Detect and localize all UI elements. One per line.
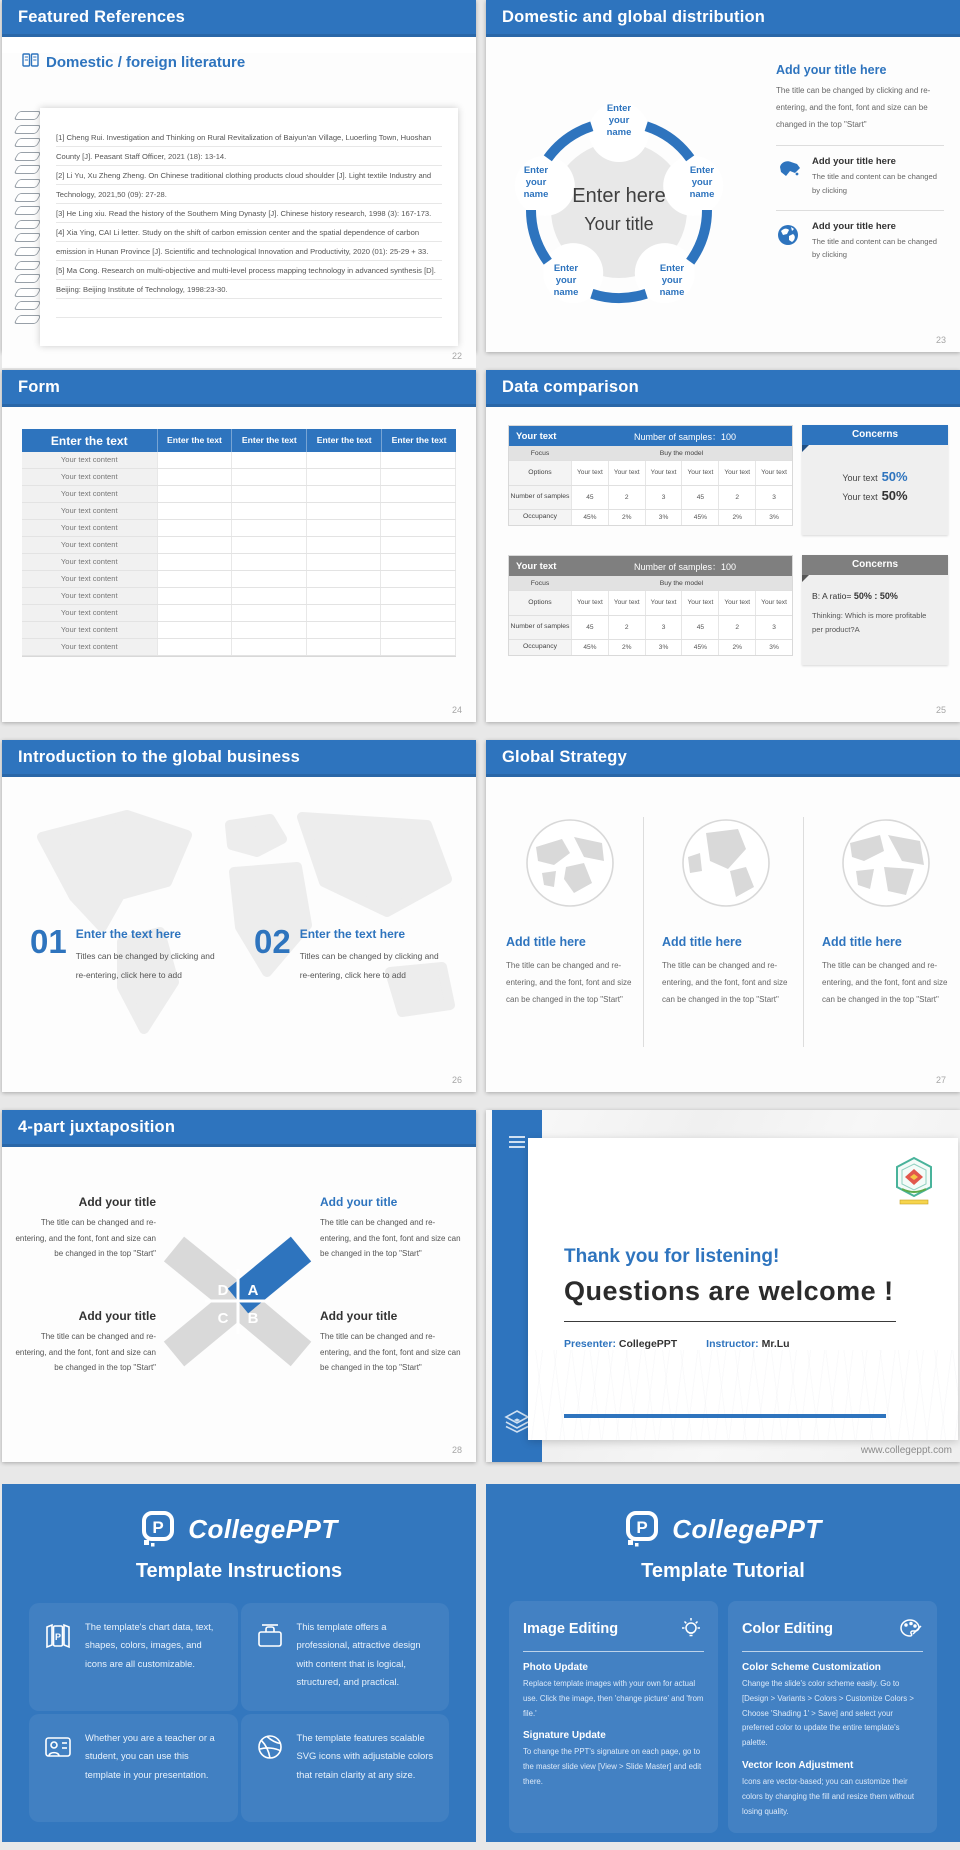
table-row: Your text content <box>22 469 456 486</box>
id-card-icon <box>43 1732 73 1762</box>
layers-icon <box>504 1409 530 1438</box>
column-heading: Add title here <box>662 935 742 949</box>
svg-text:P: P <box>54 1632 62 1642</box>
table-row: Your text content <box>22 452 456 469</box>
diagram-node-label: Enter your name <box>659 263 685 298</box>
thank-you-card <box>528 1138 958 1440</box>
slide-28-juxtaposition <box>2 1110 476 1462</box>
slide-26-global-business <box>2 740 476 1092</box>
table-row: Your text content <box>22 639 456 656</box>
collegeppt-logo-icon <box>140 1510 178 1548</box>
table-row: Your text content <box>22 486 456 503</box>
numbered-item <box>254 925 449 986</box>
quad-top-right: Add your title The title can be changed and re-entering, and the font, font and size can be changed in the top "Start" <box>320 1195 461 1259</box>
comparison-table-b: Your text Number of samples：100 Focus Buy the model Options Your text Your text Your text Your text Your text Your text Number of samples 45 2 3 45 2 3 Occupancy 45% 2% 3% 45% 2% 3% <box>508 555 793 656</box>
accent-underline <box>564 1414 886 1419</box>
instruction-card: Whether you are a teacher or a student, you can use this template in your presentation. <box>29 1714 238 1822</box>
china-map-icon <box>776 158 802 185</box>
globe-icon <box>680 817 772 909</box>
quad-top-left: Add your title The title can be changed and re-entering, and the font, font and size can be changed in the top "Start" <box>15 1195 156 1259</box>
divider <box>564 1321 896 1322</box>
svg-text:B: B <box>247 1310 259 1327</box>
table-row: Your text content <box>22 622 456 639</box>
page-number: 25 <box>935 705 946 715</box>
samples-header: Number of samples：100 <box>633 561 737 572</box>
presenter-line: Presenter: CollegePPT Instructor: Mr.Lu <box>564 1338 790 1350</box>
column-body: The title can be changed and re-entering, and the font, font and size can be changed in the top "Start" <box>506 961 632 1005</box>
collegeppt-logo-icon <box>624 1510 662 1548</box>
diagram-node-label: Enter your name <box>523 165 549 200</box>
quad-bottom-right: Add your title The title can be changed and re-entering, and the font, font and size can be changed in the top "Start" <box>320 1309 461 1373</box>
slide-title: Form <box>2 370 476 407</box>
page-number: 27 <box>935 1075 946 1085</box>
section-title: Domestic / foreign literature <box>46 54 246 71</box>
diagram-node-label: Enter your name <box>689 165 715 200</box>
item-body: The title and content can be changed by clicking <box>812 236 937 260</box>
slide-23-distribution <box>486 0 960 352</box>
quad-bottom-left: Add your title The title can be changed and re-entering, and the font, font and size can be changed in the top "Start" <box>15 1309 156 1373</box>
column-body: The title can be changed and re-entering, and the font, font and size can be changed in the top "Start" <box>822 961 948 1005</box>
brand-name: CollegePPT <box>188 1513 338 1544</box>
globe-icon <box>776 223 802 252</box>
slide-title: Introduction to the global business <box>2 740 476 777</box>
add-title-heading: Add your title here <box>776 63 887 77</box>
reference-entry: [5] Ma Cong. Research on multi-objective and multi-level process mapping technology in advanced synthesis [D]. Beijing: Beijing Institute of Technology, 1998:23-30. <box>56 266 436 294</box>
reference-entry: [3] He Ling xiu. Read the history of the Southern Ming Dynasty [J]. Chinese history research, 1998 (3): 167-173. <box>56 209 432 218</box>
body-text: The title can be changed by clicking and re-entering, and the font, font and size can be changed in the top "Start" <box>776 86 931 129</box>
item-number: 01 <box>30 923 67 960</box>
palette-icon <box>897 1616 923 1642</box>
slide-27-global-strategy <box>486 740 960 1092</box>
strategy-column <box>822 817 950 1009</box>
page-number: 28 <box>451 1445 462 1455</box>
reference-entry: [1] Cheng Rui. Investigation and Thinking on Rural Revitalization of Baiyun'an Village, Luoerling Town, Huoshan County [J]. Peasant Staff Officer, 2021 (18): 13-14. <box>56 133 432 161</box>
table-row: Your text content <box>22 520 456 537</box>
reference-entry: [2] Li Yu, Xu Zheng Zheng. On Chinese traditional clothing products cloud shoulder [J]. Light textile Industry and Technology, 2021,50 (09): 27-28. <box>56 171 432 199</box>
pages-icon <box>43 1621 73 1651</box>
tutorial-card-image-editing: Image Editing Photo Update Replace template images with your own for actual use. Click the image, then 'change picture' and 'from file.' Signature Update To change the PPT's signature on each page, go to the master slide view [View > Slide Master] and edit there. <box>509 1601 718 1833</box>
globe-icon <box>524 817 616 909</box>
template-instructions-panel <box>2 1484 476 1842</box>
svg-text:P: P <box>636 1518 648 1537</box>
list-item <box>776 210 944 262</box>
references-list <box>56 128 442 333</box>
panel-heading: Template Instructions <box>135 1560 343 1582</box>
column-heading: Add title here <box>822 935 902 949</box>
page-number: 26 <box>451 1075 462 1085</box>
strategy-column <box>662 817 790 1009</box>
university-crest <box>894 1156 934 1213</box>
item-heading: Enter the text here <box>299 927 406 941</box>
table-header-row <box>22 429 456 452</box>
column-header: Enter the text <box>50 433 128 448</box>
brand <box>486 1510 960 1548</box>
svg-text:A: A <box>247 1282 259 1299</box>
ball-icon <box>255 1732 285 1762</box>
reference-entry: [4] Xia Ying, CAI Li letter. Study on the shift of carbon emission center and the spatial dependence of carbon emission in Hunan Province [J]. Scientific and technological Innovation and Productivity, 2020 (01): 25-29 + 33. <box>56 228 429 256</box>
thanks-title: Questions are welcome ! <box>564 1276 894 1306</box>
instruction-card: P The template's chart data, text, shapes, colors, images, and icons are all customizable. <box>29 1603 238 1711</box>
item-heading: Enter the text here <box>75 927 182 941</box>
column-header: Enter the text <box>306 429 381 452</box>
tutorial-card-color-editing: Color Editing Color Scheme Customization Change the slide's color scheme easily. Go to [Design > Variants > Colors > Customize Colors > Choose 'Shading 1' > Save] and select your preferred color to update the entire template's palette. Vector Icon Adjustment Icons are vector-based; you can customize their colors by changing the fill and resize them without losing quality. <box>728 1601 937 1833</box>
slide-title: Global Strategy <box>486 740 960 777</box>
page-number: 23 <box>935 335 946 345</box>
form-table <box>22 429 456 657</box>
svg-text:P: P <box>152 1518 164 1537</box>
slide-title: 4-part juxtaposition <box>2 1110 476 1147</box>
thanks-subtitle: Thank you for listening! <box>564 1246 780 1267</box>
table-row: Your text content <box>22 571 456 588</box>
item-title: Add your title here <box>812 156 896 168</box>
item-body: Titles can be changed by clicking and re-entering, click here to add <box>75 951 215 981</box>
slide-title: Domestic and global distribution <box>486 0 960 37</box>
column-body: The title can be changed and re-entering, and the font, font and size can be changed in the top "Start" <box>662 961 788 1005</box>
item-title: Add your title here <box>812 220 896 232</box>
svg-text:D: D <box>217 1282 229 1299</box>
template-tutorial-panel <box>486 1484 960 1842</box>
column-header: Enter the text <box>231 429 306 452</box>
page-number: 22 <box>451 351 462 361</box>
slide-22-featured-references <box>2 0 476 361</box>
x-ribbon-graphic <box>160 1239 315 1364</box>
page-number: 24 <box>451 705 462 715</box>
column-header: Enter the text <box>381 429 456 452</box>
mesh-decoration <box>528 1350 958 1440</box>
references-card <box>40 108 458 346</box>
table-name: Your text <box>516 430 557 442</box>
samples-header: Number of samples：100 <box>633 431 737 442</box>
comparison-table-a: Your text Number of samples：100 Focus Buy the model Options Your text Your text Your text Your text Your text Your text Number of samples 45 2 3 45 2 3 Occupancy 45% 2% 3% 45% 2% 3% <box>508 425 793 526</box>
table-row: Your text content <box>22 588 456 605</box>
brand <box>2 1510 476 1548</box>
slide-24-form <box>2 370 476 722</box>
slide-title: Featured References <box>2 0 476 37</box>
instruction-card: This template offers a professional, attractive design with content that is logical, structured, and practical. <box>241 1603 450 1711</box>
list-item <box>776 145 944 197</box>
panel-heading: Template Tutorial <box>641 1560 805 1582</box>
bulb-icon <box>678 1616 704 1642</box>
table-row: Your text content <box>22 605 456 622</box>
binder-coils <box>16 111 39 324</box>
strategy-column <box>506 817 634 1009</box>
concerns-box-gray: Concerns B: A ratio= 50% : 50% Thinking: Which is more profitable per product?A <box>802 555 948 665</box>
table-name: Your text <box>516 560 557 572</box>
column-header: Enter the text <box>157 429 232 452</box>
brand-name: CollegePPT <box>672 1513 822 1544</box>
table-row: Your text content <box>22 503 456 520</box>
column-heading: Add title here <box>506 935 586 949</box>
table-row: Your text content <box>22 537 456 554</box>
instruction-card: The template features scalable SVG icons with adjustable colors that retain clarity at any size. <box>241 1714 450 1822</box>
briefcase-icon <box>255 1621 285 1651</box>
slide-thank-you <box>486 1110 960 1462</box>
diagram-center-text: Enter here Your title <box>572 185 666 234</box>
item-body: The title and content can be changed by clicking <box>812 172 937 196</box>
circular-diagram <box>494 85 744 335</box>
slide-title: Data comparison <box>486 370 960 407</box>
svg-text:C: C <box>217 1310 229 1327</box>
slide-25-data-comparison <box>486 370 960 722</box>
concerns-box-blue: Concerns Your text 50% Your text 50% <box>802 425 948 535</box>
diagram-node-label: Enter your name <box>606 103 632 138</box>
globe-icon <box>840 817 932 909</box>
item-body: Titles can be changed by clicking and re-entering, click here to add <box>299 951 439 981</box>
website-url: www.collegeppt.com <box>860 1445 952 1456</box>
table-row: Your text content <box>22 554 456 571</box>
book-icon <box>22 53 39 72</box>
menu-icon <box>509 1136 525 1151</box>
item-number: 02 <box>254 923 291 960</box>
numbered-item <box>30 925 225 986</box>
diagram-node-label: Enter your name <box>553 263 579 298</box>
